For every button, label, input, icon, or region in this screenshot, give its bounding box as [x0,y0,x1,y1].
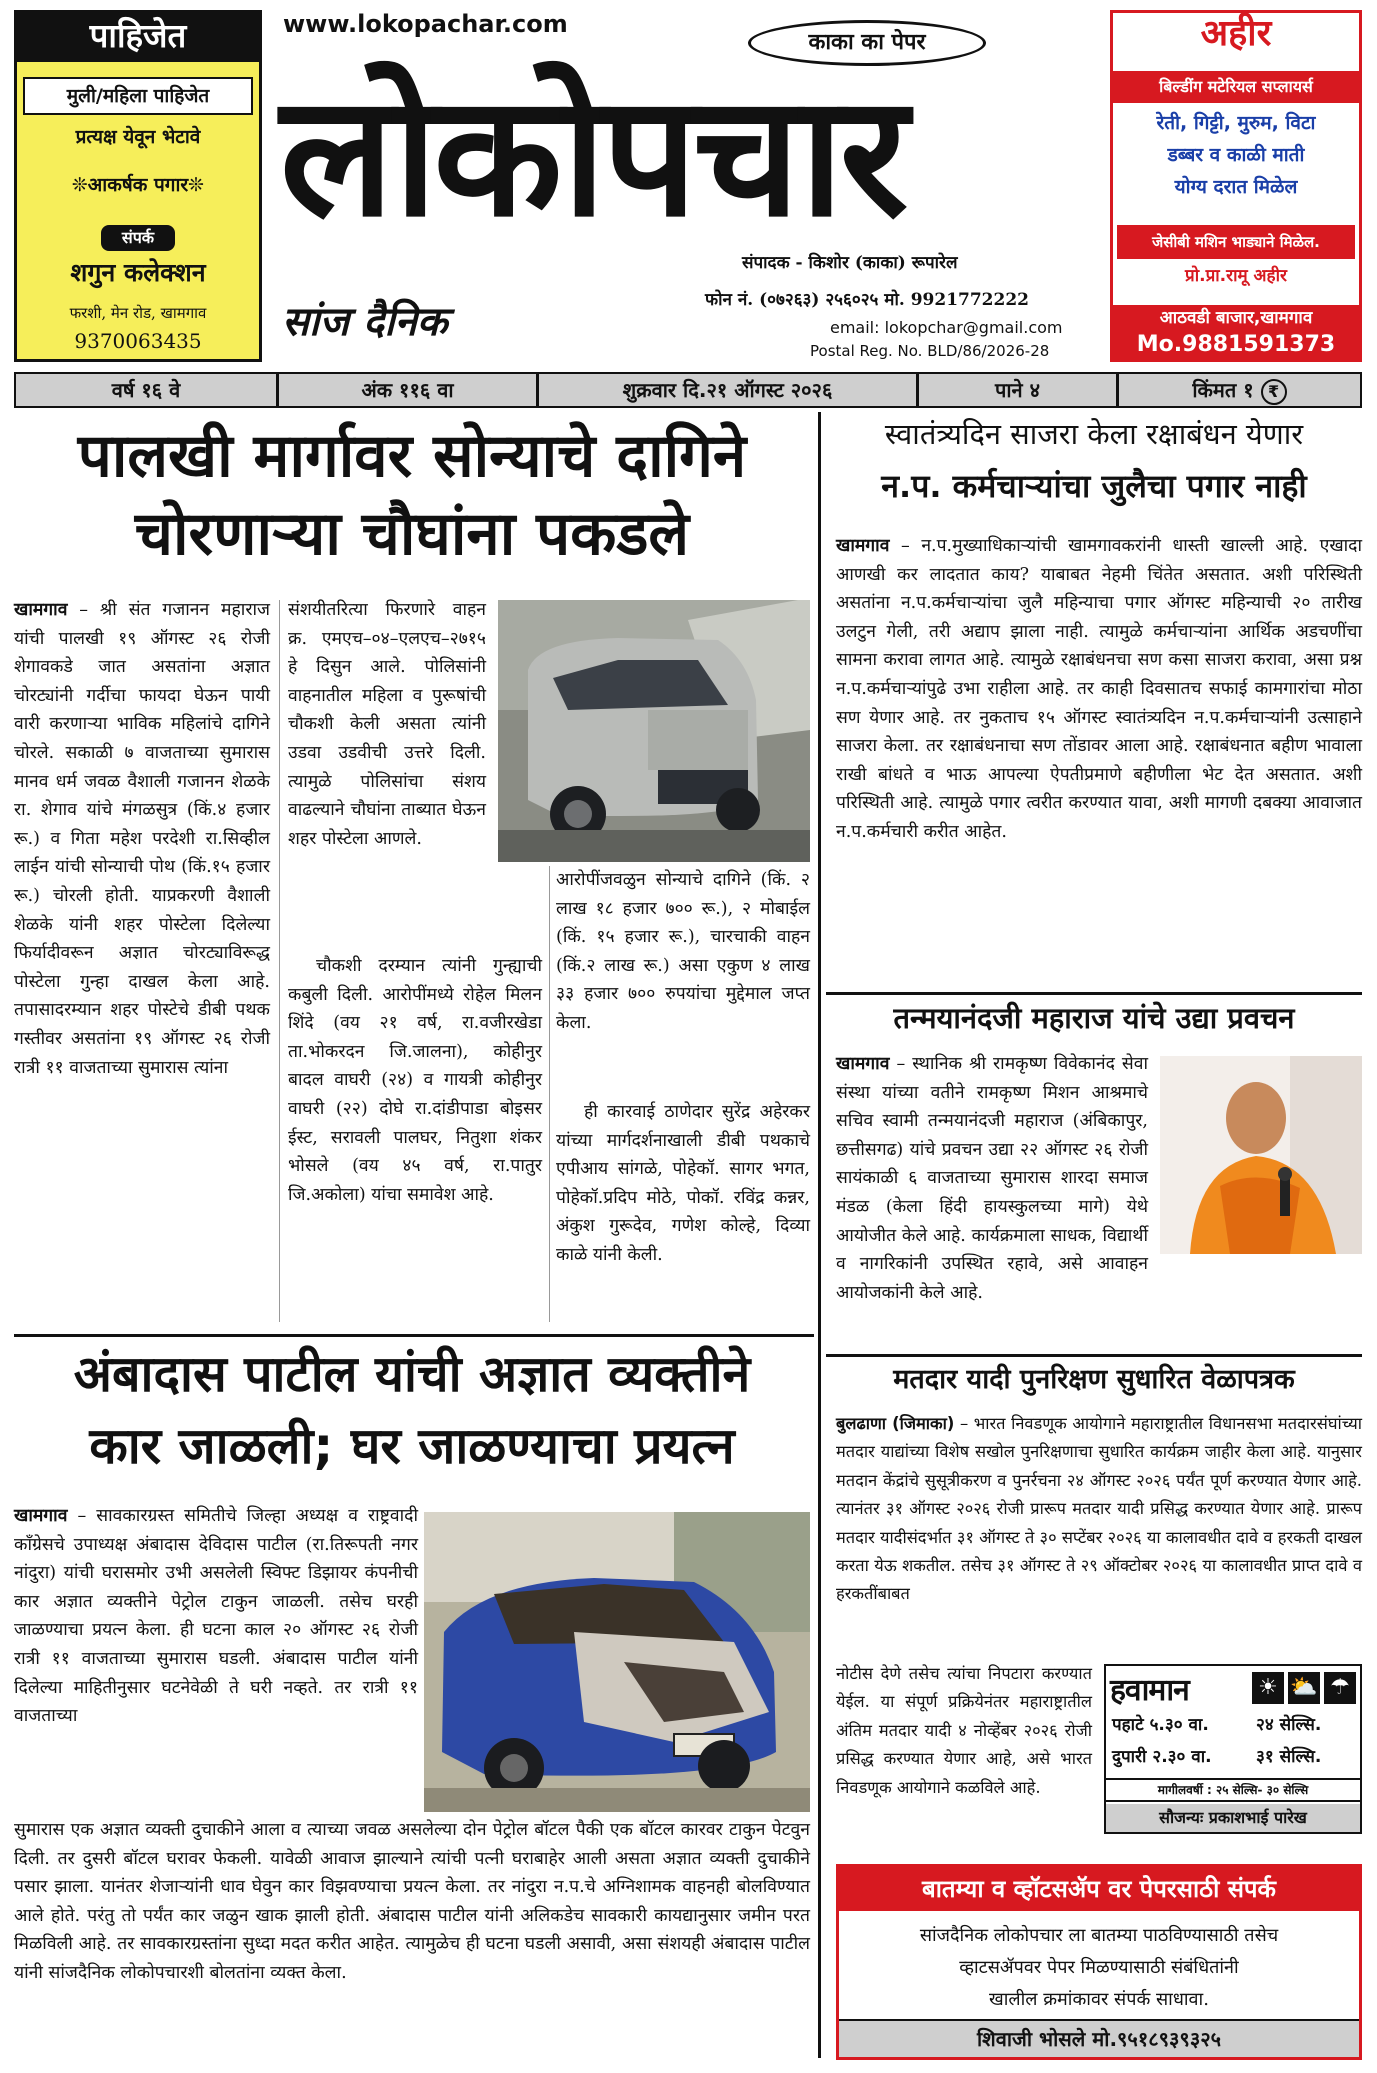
ad-left-shop: शगुन कलेक्शन [70,258,206,287]
info-bar [14,372,1362,408]
story1-place: खामगाव [14,600,68,620]
story1-col1-text: – श्री संत गजानन महाराज यांची पालखी १९ ऑगस्ट २६ रोजी शेगावकडे जात असतांना अज्ञात चोरट्यांनी गर्दीचा फायदा घेऊन पायी वारी करणाऱ्या भाविक महिलांचे दागिने चोरले. सकाळी ७ वाजताच्या सुमारास मानव धर्म जवळ वैशाली गजानन शेळके रा. शेगाव यांचे मंगळसुत्र (किं.४ हजार रू.) व गिता महेश परदेशी रा.सिव्हील लाईन यांची सोन्याची पोथ (किं.१५ हजार रू.) चोरली होती. याप्रकरणी वैशाली शेळके यांनी शहर पोस्टेला दिलेल्या फिर्यादीवरून अज्ञात चोरट्याविरूद्ध पोस्टेला गुन्हा दाखल केला आहे. तपासादरम्यान शहर पोस्टेचे डीबी पथक गस्तीवर असतांना १९ ऑगस्ट २६ रोजी रात्री ११ वाजताच्या सुमारास त्यांना [14,600,270,1078]
weather-credit: सौजन्यः प्रकाशभाई पारेख [1106,1804,1360,1832]
contact-line2: व्हाटसॲपवर पेपर मिळण्यासाठी संबंधितांनी [959,1957,1239,1978]
story3-headline-line1: स्वातंत्र्यदिन साजरा केला रक्षाबंधन येणार [884,417,1304,451]
story2-headline-line2: कार जाळली; घर जाळण्याचा प्रयत्न [89,1417,735,1475]
story1-headline-line2: चोरणाऱ्या चौघांना पकडले [134,499,690,569]
story3-place: खामगाव [836,536,890,556]
weather-box [1104,1664,1362,1834]
ad-right-line1: बिल्डींग मटेरियल सप्लायर्स [1113,71,1359,103]
story3-headline-line2: न.प. कर्मचाऱ्यांचा जुलैचा पगार नाही [881,467,1307,505]
masthead-title: लोकोपचार [280,58,905,254]
weather-row2-value: ३१ सेल्सि. [1256,1747,1322,1767]
weather-last-year: मागीलवर्षी : २५ सेल्सि- ३० सेल्सि [1106,1778,1360,1802]
story2-lead-text: – सावकारग्रस्त समितीचे जिल्हा अध्यक्ष व राष्ट्रवादी कॉंग्रेसचे उपाध्यक्ष अंबादास देविदास पाटील (रा.तिरूपती नगर नांदुरा) यांची घरासमोर उभी असलेली स्विफ्ट डिझायर कंपनीची कार अज्ञात व्यक्तीने पेट्रोल टाकुन जाळली. तसेच घरही जाळण्याचा प्रयत्न केला. ही घटना काल २० ऑगस्ट २६ रोजी रात्री ११ वाजताच्या सुमारास घडली. अंबादास पाटील यांनी दिलेल्या माहितीनुसार घटनेवेळी ते घरी नव्हते. तर रात्री ११ वाजताच्या [14,1506,418,1727]
story1-col3b: ही कारवाई ठाणेदार सुरेंद्र अहेरकर यांच्या मार्गदर्शनाखाली डीबी पथकाचे एपीआय सांगळे, पोहेकॉ. सागर भगत, पोहेकॉ.प्रदिप मोठे, पोकॉ. रविंद्र कन्नर, अंकुश गुरूदेव, गणेश कोल्हे, दिव्या काळे यांनी केली. [556,1102,810,1265]
contact-line3: खालील क्रमांकावर संपर्क साधावा. [989,1989,1209,2010]
story1-headline-line1: पालखी मार्गावर सोन्याचे दागिने [77,421,747,491]
rain-icon: ☂ [1324,1672,1356,1704]
masthead-subtitle: सांज दैनिक [282,299,448,345]
ad-left-line1: मुली/महिला पाहिजेत [23,77,253,115]
weather-row1-label: पहाटे ५.३० वा. [1112,1715,1209,1735]
rupee-icon: ₹ [1261,379,1287,405]
divider [14,1334,814,1337]
story2-place: खामगाव [14,1506,68,1526]
email[interactable]: email: lokopchar@gmail.com [830,318,1063,337]
ad-right-address: आठवडी बाजार,खामगाव [1113,305,1359,331]
ad-right-line2: रेती, गिट्टी, मुरुम, विटा [1156,112,1316,134]
weather-row2-label: दुपारी २.३० वा. [1112,1747,1212,1767]
story2-rest: सुमारास एक अज्ञात व्यक्ती दुचाकीने आला व त्याच्या जवळ असलेल्या दोन पेट्रोल बॉटल पैकी एक बॉटल कारवर टाकुन पेटवुन दिली. तर दुसरी बॉटल घरावर फेकली. यावेळी आवाज झाल्याने त्यांची पत्नी घराबाहेर आली असता अज्ञात व्यक्ती दुचाकीने पसार झाला. यानंतर शेजाऱ्यांनी धाव घेवुन कार विझवण्याचा प्रयत्न केला. तर नांदुरा न.प.चे अग्निशामक वाहनही बोलविण्यात आले होते. परंतु तो पर्यंत कार जळुन खाक झाली होती. अंबादास पाटील यांनी अलिकडेच सावकारी कायद्यानुसार जमीन परत मिळविली आहे. तर सावकारग्रस्तांना सुध्दा मदत करीत आहेत. त्यामुळेच ही घटना घडली असावी, असा संशयही अंबादास पाटील यांनी सांजदैनिक लोकोपचारशी बोलतांना व्यक्त केला. [14,1820,810,1983]
ad-right-brand: अहीर [1200,13,1272,54]
story2-lead [14,1502,418,1814]
sun-icon: ☀ [1252,1672,1284,1704]
ad-right-line4: योग्य दरात मिळेल [1174,176,1298,198]
ad-left-box [14,10,262,362]
editor: संपादक - किशोर (काका) रूपारेल [742,253,958,273]
ad-left-line3: ❊आकर्षक पगार❊ [71,174,205,196]
price-text: किंमत १ [1192,378,1254,402]
story5-place: बुलढाणा (जिमाका) [836,1414,955,1433]
weather-title: हवामान [1110,1673,1189,1708]
postal-reg: Postal Reg. No. BLD/86/2026-28 [810,342,1050,360]
contact-line1: सांजदैनिक लोकोपचार ला बातम्या पाठविण्यासाठी तसेच [919,1925,1279,1946]
van-photo [498,600,810,862]
story5-tail: नोटीस देणे तसेच त्यांचा निपटारा करण्यात येईल. या संपूर्ण प्रक्रियेनंतर महाराष्ट्रातील अंतिम मतदार यादी ४ नोव्हेंबर २०२६ रोजी प्रसिद्ध करण्यात येणार आहे, असे भारत निवडणूक आयोगाने कळविले आहे. [836,1664,1092,1797]
website[interactable]: www.lokopachar.com [283,10,568,38]
ad-left-contact-label: संपर्क [101,225,175,251]
ad-right-line3: डब्बर व काळी माती [1167,144,1305,166]
story1-col1 [14,596,270,1326]
story1-col2b: चौकशी दरम्यान त्यांनी गुन्ह्याची कबुली दिली. आरोपींमध्ये रोहेल मिलन शिंदे (वय २१ वर्ष, रा.वजीरखेडा ता.भोकरदन जि.जालना), कोहीनुर बादल वाघरी (२४) व गायत्री कोहीनुर वाघरी (२२) दोघे रा.दांडीपाडा बोइसर ईस्ट, सरावली पालघर, नितुशा शंकर भोसले (वय ४५ वर्ष, रा.पातुर जि.अकोला) यांचा समावेश आहे. [288,956,542,1205]
weather-row1-value: २४ सेल्सि. [1256,1715,1322,1735]
tagline: काका का पेपर [748,20,986,66]
divider [826,1354,1362,1357]
pages: पाने ४ [994,378,1040,402]
ad-right-line5: जेसीबी मशिन भाड्याने मिळेल. [1117,225,1355,259]
price [1119,374,1360,406]
ad-right-phone: Mo.9881591373 [1113,331,1359,359]
story3-body [836,532,1362,988]
story2-headline-line1: अंबादास पाटील यांची अज्ञात व्यक्तीने [73,1345,751,1403]
story4-place: खामगाव [836,1054,890,1074]
speaker-photo [1160,1056,1362,1254]
story4-body-bottom [836,1262,1362,1348]
story5-body [836,1410,1362,1660]
ad-left-phone: 9370063435 [74,329,202,353]
story5-body-text: – भारत निवडणूक आयोगाने महाराष्ट्रातील विधानसभा मतदारसंघांच्या मतदार याद्यांच्या विशेष सखोल पुनरिक्षणाचा सुधारित कार्यक्रम जाहीर केला आहे. यानुसार मतदान केंद्रांचे सुसूत्रीकरण व पुनर्रचना २४ ऑगस्ट २०२६ पर्यंत पूर्ण करण्यात येणार आहे. त्यानंतर ३१ ऑगस्ट २०२६ रोजी प्रारूप मतदार यादी प्रसिद्ध करण्यात येणार आहे. प्रारूप मतदार यादीसंदर्भात ३१ ऑगस्ट ते ३० सप्टेंबर २०२६ या कालावधीत दावे व हरकती दाखल करता येऊ शकतील. तसेच ३१ ऑगस्ट ते २९ ऑक्टोबर २०२६ या कालावधीत प्राप्त दावे व हरकतींबाबत [836,1414,1362,1604]
divider [549,866,550,1322]
burnt-car-photo [424,1512,810,1812]
ad-left-line2: प्रत्यक्ष येवून भेटावे [75,126,201,148]
issue: अंक ११६ वा [361,378,454,402]
story4-headline: तन्मयानंदजी महाराज यांचे उद्या प्रवचन [893,1001,1295,1035]
date: शुक्रवार दि.२१ ऑगस्ट २०२६ [622,378,833,402]
cloud-sun-icon: ⛅ [1288,1672,1320,1704]
divider [826,992,1362,995]
contact-number[interactable]: शिवाजी भोसले मो.९५१८९३९३२५ [839,2019,1359,2057]
story1-col2a: संशयीतरित्या फिरणारे वाहन क्र. एमएच–०४–एलएच–२७१५ हे दिसुन आले. पोलिसांनी वाहनातील महिला व पुरूषांची चौकशी केली असता त्यांनी उडवा उडवीची उत्तरे दिली. त्यामुळे पोलिसांचा संशय वाढल्याने चौघांना ताब्यात घेऊन शहर पोस्टेला आणले. [288,600,486,849]
contact-heading: बातम्या व व्हॉटसॲप वर पेपरसाठी संपर्क [839,1867,1359,1911]
story4-body-top [836,1050,1148,1303]
ad-left-address: फरशी, मेन रोड, खामगाव [69,304,207,322]
story3-body-text: – न.प.मुख्याधिकाऱ्यांची खामगावकरांनी धास्ती खाल्ली आहे. एखादा आणखी कर लादतात काय? याबाबत नेहमी चिंतेत असतात. अशी परिस्थिती असतांना न.प.कर्मचाऱ्यांचा जुलै महिन्याचा पगार ऑगस्ट महिन्याची २० तारीख उलटुन गेली, तरी अद्याप झाला नाही. त्यामुळे कर्मचाऱ्यांना आर्थिक अडचणींचा सामना करावा लागत आहे. त्यामुळे रक्षाबंधनचा सण कसा साजरा करावा, असा प्रश्न न.प.कर्मचाऱ्यांपुढे उभा राहीला आहे. तर काही दिवसातच सफाई कामगारांचा मोठा सण येणार आहे. तर नुकताच १५ ऑगस्ट स्वातंत्र्यदिन न.प.कर्मचाऱ्यांनी उत्साहाने साजरा केला. तर रक्षाबंधनाचा सण तोंडावर आला आहे. रक्षाबंधनात बहीण भावाला राखी बांधते व भाऊ आपल्या ऐपतीप्रमाणे बहीणीला भेट देत असतात. अशी परिस्थिती आहे. त्यामुळे पगार त्वरीत करण्यात यावा, अशी मागणी दबक्या आवाजात न.प.कर्मचारी करीत आहेत. [836,536,1362,842]
divider [279,600,280,1322]
story5-headline: मतदार यादी पुनरिक्षण सुधारित वेळापत्रक [893,1364,1295,1395]
story4-body-text: – स्थानिक श्री रामकृष्ण विवेकानंद सेवा संस्था यांच्या वतीने रामकृष्ण मिशन आश्रमाचे सचिव स्वामी तन्मयानंदजी महाराज (अंबिकापुर, छत्तीसगढ) यांचे प्रवचन उद्या २२ ऑगस्ट २६ रोजी सायंकाळी ६ वाजताच्या सुमारास शारदा समाज मंडळ (केला हिंदी हायस्कुलच्या मागे) येथे आयोजीत केले आहे. कार्यक्रमाला साधक, विद्यार्थी व नागरिकांनी उपस्थित रहावे, असे आवाहन आयोजकांनी केले आहे. [836,1054,1148,1303]
ad-right-box [1110,10,1362,362]
story1-col3a: आरोपींजवळुन सोन्याचे दागिने (किं. २ लाख १८ हजार ७०० रू.), २ मोबाईल (किं. १५ हजार रू.), चारचाकी वाहन (किं.२ लाख रू.) असा एकुण ४ लाख ३३ हजार ७०० रुपयांचा मुद्देमाल जप्त केला. [556,870,810,1033]
ad-right-prop: प्रो.प्रा.रामू अहीर [1185,266,1287,286]
year: वर्ष १६ वे [111,378,181,402]
phone: फोन नं. (०७२६३) २५६०२५ मो. 9921772222 [705,290,1029,310]
contact-box [836,1864,1362,2060]
weather-icons [1252,1672,1358,1706]
ad-left-heading: पाहिजेत [14,10,262,62]
column-separator [818,412,821,2058]
